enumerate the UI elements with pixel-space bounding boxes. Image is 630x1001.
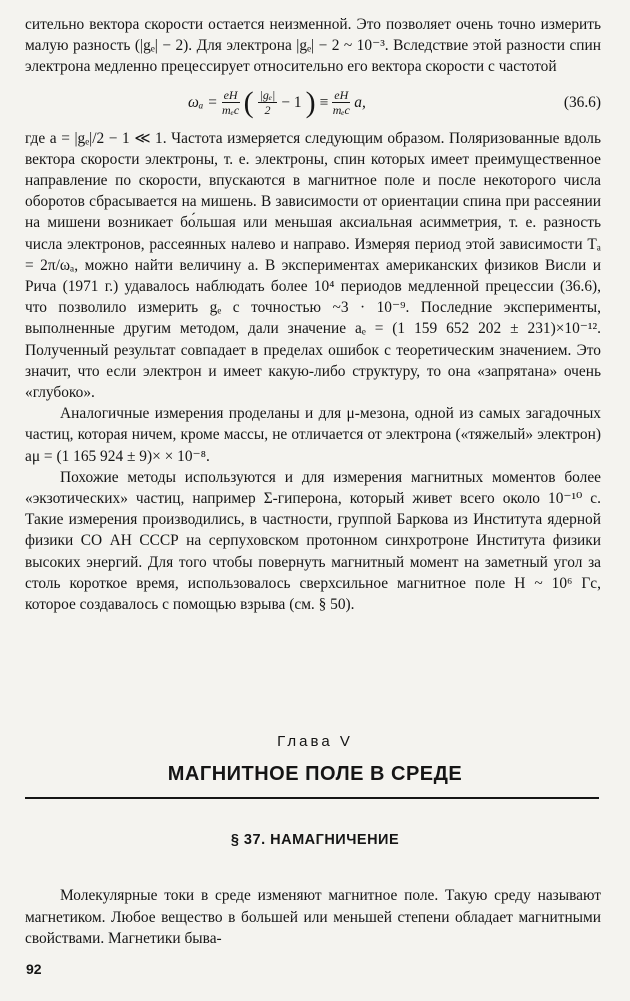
main-text-block	[25, 14, 601, 615]
formula-fraction-1	[222, 88, 240, 117]
paragraph-2: где a = |gₑ|/2 − 1 ≪ 1. Частота измеряется следующим образом. Поляризованные вдоль вектора скорости электроны, т. е. электроны, спин которых имеет преимущественное направление по скорости, впускаются в магнитное поле и после некоторого числа оборотов сбрасывается на мишень. В зависимости от ориентации спина при рассеянии на мишени возникает бо́льшая или меньшая аксиальная асимметрия, т. е. разность числа электронов, рассеянных налево и направо. Измеряя период этой зависимости Tₐ = 2π/ωₐ, можно найти величину a. В экспериментах американских физиков Висли и Рича (1971 г.) удавалось наблюдать более 10⁴ периодов медленной прецессии (36.6), что позволило измерить gₑ с точностью ~3 · 10⁻⁹. Последние эксперименты, выполненные другим методом, дали значение aₑ = (1 159 652 202 ± 231)×10⁻¹². Полученный результат совпадает в пределах ошибок с теоретическим значением. Это значит, что если электрон и имеет какую-либо структуру, то она «запрятана» очень «глубоко».	[25, 129, 601, 402]
formula-frac1-num: eH	[223, 88, 238, 103]
paragraph-4: Похожие методы используются и для измерения магнитных моментов более «экзотических» частиц, например Σ-гиперона, который живет всего около 10⁻¹⁰ с. Такие измерения производились, в частности, группой Баркова из Института ядерной физики СО АН СССР на серпуховском протонном синхротроне Института физики высоких энергий. Для того чтобы повернуть магнитный момент на заметный угол за столь короткое время, использовалось сверхсильное магнитное поле H ~ 10⁶ Гс, которое создавалось с помощью взрыва (см. § 50).	[25, 468, 601, 614]
formula-lhs: ωₐ =	[188, 94, 218, 111]
formula-fraction-2	[258, 88, 278, 117]
paragraph-3: Аналогичные измерения проделаны и для μ-мезона, одной из самых загадочных частиц, которая ничем, кроме массы, не отличается от электрона («тяжелый» электрон) aμ = (1 165 924 ± 9)× × 10⁻⁸.	[25, 405, 601, 465]
formula-rhs: a,	[354, 94, 366, 111]
formula-frac3-den: mₑc	[332, 103, 350, 118]
formula-fraction-3	[332, 88, 350, 117]
page-number: 92	[26, 961, 42, 977]
formula-36-6	[25, 79, 601, 127]
formula-paren-open: (	[243, 85, 254, 119]
section-text-block	[25, 870, 601, 964]
formula-paren-close: )	[305, 85, 316, 119]
formula-frac2-den: 2	[264, 103, 271, 118]
chapter-title: МАГНИТНОЕ ПОЛЕ В СРЕДЕ	[167, 763, 463, 785]
formula-equiv: ≡	[319, 94, 329, 111]
formula-expression	[188, 85, 366, 119]
section-paragraph: Молекулярные токи в среде изменяют магнитное поле. Такую среду называют магнетиком. Любое вещество в большей или меньшей степени обладает магнитными свойствами. Магнетики быва-	[25, 887, 601, 947]
equation-number: (36.6)	[563, 94, 601, 111]
formula-frac3-num: eH	[334, 88, 349, 103]
chapter-label: Глава V	[277, 733, 353, 750]
formula-minus-one: − 1	[281, 94, 302, 111]
paragraph-1: сительно вектора скорости остается неизменной. Это позволяет очень точно измерить малую разность (|gₑ| − 2). Для электрона |gₑ| − 2 ~ 10⁻³. Вследствие этой разности спин электрона медленно прецессирует относительно его вектора скорости с частотой	[25, 16, 601, 76]
formula-frac1-den: mₑc	[222, 103, 240, 118]
section-title: § 37. НАМАГНИЧЕНИЕ	[230, 832, 400, 848]
formula-frac2-num: |gₑ|	[259, 88, 276, 103]
chapter-divider	[25, 797, 599, 799]
